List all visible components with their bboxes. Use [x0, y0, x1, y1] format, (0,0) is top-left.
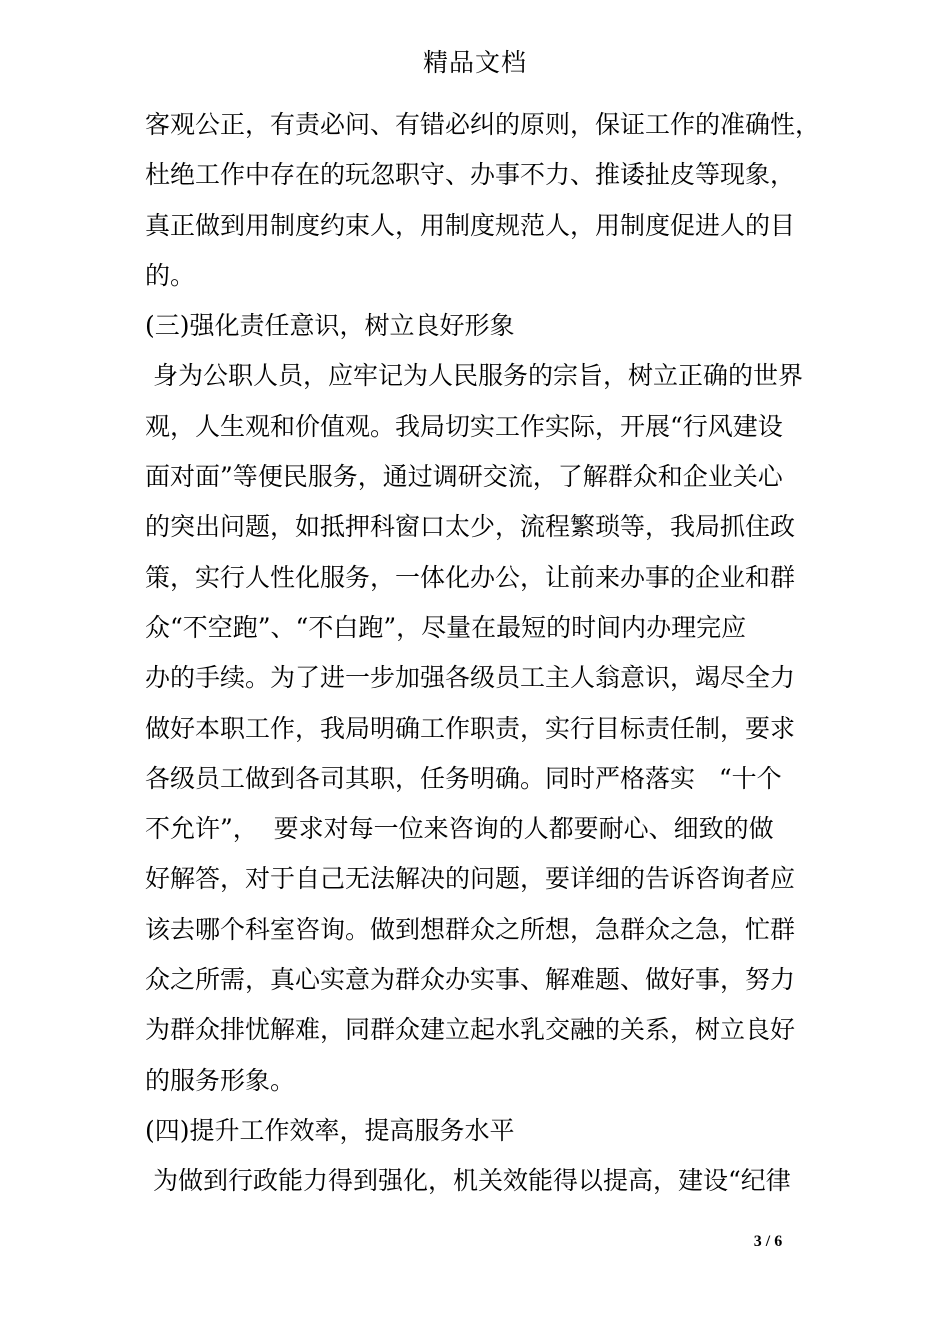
body-line: 客观公正，有责必问、有错必纠的原则，保证工作的准确性，: [145, 110, 821, 139]
body-line: 的突出问题，如抵押科窗口太少，流程繁琐等，我局抓住政: [145, 512, 796, 542]
body-line: 该去哪个科室咨询。做到想群众之所想，急群众之急，忙群: [145, 914, 796, 944]
page-number: 3 / 6: [753, 1233, 783, 1250]
body-line: 好解答，对于自己无法解决的问题，要详细的告诉咨询者应: [145, 864, 796, 894]
body-line: 的。: [145, 260, 196, 290]
body-line: 为群众排忧解难，同群众建立起水乳交融的关系，树立良好: [145, 1015, 796, 1045]
page-header: 精品文档: [422, 48, 527, 77]
body-line: 各级员工做到各司其职，任务明确。同时严格落实 “十个: [145, 763, 782, 793]
body-line: 办的手续。为了进一步加强各级员工主人翁意识，竭尽全力: [145, 663, 796, 693]
body-line: 观，人生观和价值观。我局切实工作实际，开展“行风建设: [145, 411, 783, 441]
body-line: 做好本职工作，我局明确工作职责，实行目标责任制，要求: [145, 713, 796, 743]
body-line: 策，实行人性化服务，一体化办公，让前来办事的企业和群: [145, 562, 796, 592]
body-text: [145, 100, 825, 1207]
section-heading: (三)强化责任意识，树立良好形象: [145, 311, 515, 341]
body-line: 真正做到用制度约束人，用制度规范人，用制度促进人的目: [145, 210, 796, 240]
body-line: 众之所需，真心实意为群众办实事、解难题、做好事，努力: [145, 965, 796, 995]
body-line: 不允许”， 要求对每一位来咨询的人都要耐心、细致的做: [145, 814, 774, 844]
body-line: 的服务形象。: [145, 1065, 296, 1095]
body-line: 身为公职人员，应牢记为人民服务的宗旨，树立正确的世界: [145, 361, 803, 391]
section-heading: (四)提升工作效率，提高服务水平: [145, 1115, 515, 1145]
body-line: 杜绝工作中存在的玩忽职守、办事不力、推诿扯皮等现象，: [145, 160, 796, 190]
body-line: 为做到行政能力得到强化，机关效能得以提高，建设“纪律: [145, 1166, 791, 1196]
body-line: 面对面”等便民服务，通过调研交流，了解群众和企业关心: [145, 462, 783, 492]
body-line: 众“不空跑”、“不白跑”，尽量在最短的时间内办理完应: [145, 612, 747, 642]
